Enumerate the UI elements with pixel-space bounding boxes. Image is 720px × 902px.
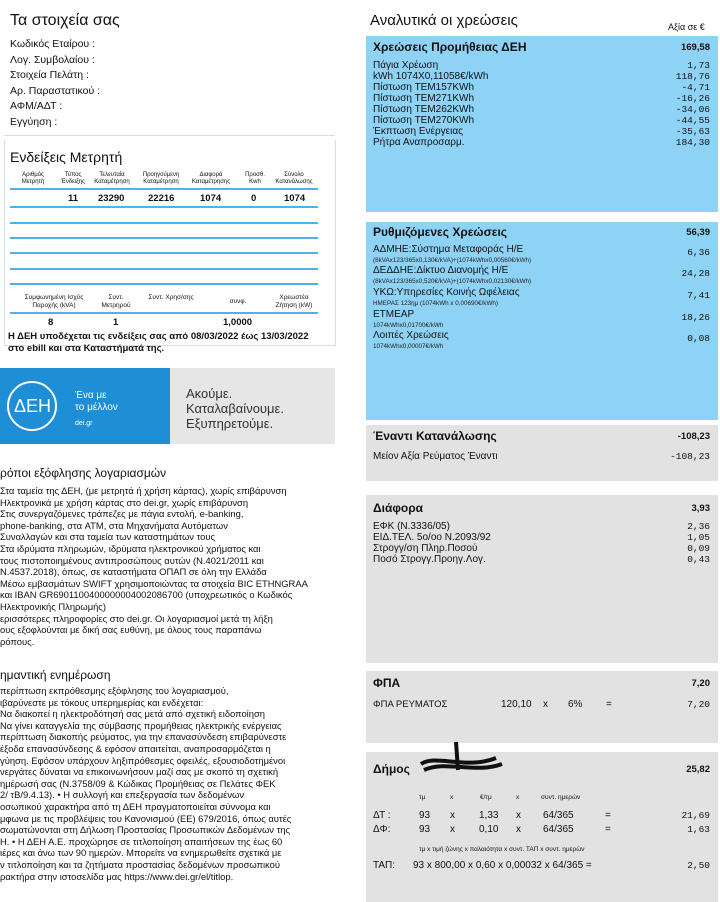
supply-item-label: Πίστωση ΤΕΜ262KWh [373,104,475,115]
vat-value: 7,20 [687,699,710,710]
slogan-1: Ακούμε. [186,386,233,401]
payment-line: ους εξοφλούνται με δική σας ευθύνη, με όλους τους παραπάνω [0,624,262,636]
mun-price: 0,10 [479,824,499,835]
meter-title: Ενδείξεις Μετρητή [10,149,123,165]
notice-line: νεργάτες δύναται να επικοινωνήσουν μαζί σας με σκοπό τη σχετική [0,766,279,778]
meter-prev: 22216 [148,193,175,204]
supply-item-label: Πίστωση ΤΕΜ271KWh [373,93,475,104]
mun-price: 1,33 [479,810,499,821]
payment-line: Συναλλαγών και στα ταμεία των καταστημάτων τους [0,531,216,543]
payment-line: Στα ταμεία της ΔΕΗ, (με μετρητά ή χρήση κάρτας), χωρίς επιβάρυνση [0,485,287,496]
notice-line: ιέρες και άνω των 90 ημερών. Μπορείτε να ενημερωθείτε σχετικά με [0,847,282,859]
supply-item-label: kWh 1074X0,11058€/kWh [373,71,489,82]
customer-details-title: Τα στοιχεία σας [10,12,120,29]
vat-total: 7,20 [691,678,710,689]
regulated-item-sub: 1074kWhx0,00007€/kWh [373,343,444,350]
meter-bottom-header: Συμφωνημένη Ισχύς Παροχής (kVA) [24,294,84,309]
table-line [10,188,318,190]
counter-title: Έναντι Κατανάλωσης [373,429,497,443]
svg-text:ΔΕΗ: ΔΕΗ [14,396,52,416]
supply-total: 169,58 [680,42,710,53]
power-factor: 1,0000 [223,317,253,328]
mun-x: x [516,824,521,835]
supply-charges-panel [366,36,718,212]
payment-line: ρόπους. [0,635,35,647]
counter-total: -108,23 [677,431,710,442]
supply-item-value: 184,30 [675,137,710,148]
misc-item-label: Στρογγ/ση Πληρ.Ποσού [373,543,478,554]
contract-power: 8 [48,317,54,328]
misc-item-value: 2,36 [687,521,710,532]
notice-line: γύηση. Εφόσον υπάρχουν ληξιπρόθεσμες οφειλές, εξουσιοδοτημένοι [0,754,286,766]
counter-consumption-panel [366,425,718,481]
vat-label: ΦΠΑ ΡΕΥΜΑΤΟΣ [373,699,448,710]
municipal-total: 25,82 [686,764,710,775]
mun-tm: 93 [419,824,431,835]
meter-note-2: στο ebill και στα Καταστήματά της. [8,343,165,354]
notice-title: ημαντική ενημέρωση [0,668,111,682]
regulated-item-label: ΑΔΜΗΕ:Σύστημα Μεταφοράς Η/Ε [373,244,524,255]
meter-col-header: Διαφορά Καταμέτρησης [191,172,231,185]
notice-line: Να διακοπεί η ηλεκτροδότησή σας μετά από σχετική ειδοποίηση [0,708,265,720]
charges-title: Αναλυτικά οι χρεώσεις [370,12,518,29]
mun-days: 64/365 [543,810,574,821]
meter-diff: 1074 [200,193,222,204]
regulated-item-sub: (8kVAx123/365x0,520€/kVA)+(1074kWhx0,02130€/kWh) [373,278,532,285]
notice-line: ρακτήρα στην ιστοσελίδα μας https://www.dei.gr/el/titlop. [0,870,234,882]
mun-value: 21,69 [681,810,710,821]
divider [4,135,335,136]
mun-value: 1,63 [687,824,710,835]
notice-line: σωματώνονται στη Δήλωση Προστασίας Προσωπικών Δεδομένων της [0,824,291,836]
vat-eq: = [606,699,612,710]
supply-item-value: -44,55 [675,115,710,126]
regulated-item-label: ΔΕΔΔΗΕ:Δίκτυο Διανομής Η/Ε [373,265,509,276]
misc-total: 3,93 [691,503,710,514]
mun-x: x [450,824,455,835]
notice-line: ημέρωσή σας (Ν.3758/09 & Κώδικας Προμήθειας σε Πελάτες ΦΕΚ [0,777,276,789]
mun-row-label: ΔΦ: [373,824,391,835]
notice-line: μφωνα με τις προβλέψεις του Κανονισμού (ΕΕ) 679/2016, όπως αυτές [0,812,292,824]
misc-item-label: ΕΙΔ.ΤΕΛ. 5ο/οο Ν.2093/92 [373,532,491,543]
banner-logo-area [0,368,170,444]
regulated-item-value: 18,26 [681,312,710,323]
mun-head: συντ. ημερών [541,794,581,801]
payment-line: ερισσότερες πληροφορίες στο dei.gr. Οι λογαριασμοί μετά τη λήξη [0,612,273,624]
meter-col-header: Τύπος Ένδειξης [61,172,85,185]
customer-fields [10,37,100,130]
regulated-item-sub: (8kVAx123/365x0,130€/kVA)+(1074kWhx0,00560€/kWh) [373,257,532,264]
meter-last: 23290 [98,193,125,204]
field-vat-id: ΑΦΜ/ΑΔΤ : [10,100,63,112]
meter-bottom-header: Συντ. Χρησ/σης [148,294,194,301]
regulated-item-sub: 1074kWhx0,01700€/kWh [373,322,444,329]
payment-line: Μέσω εμβασμάτων SWIFT χρησιμοποιώντας τα στοιχεία BIC ETHNGRAA [0,577,308,589]
notice-line: οσωπικού χαρακτήρα από τη ΔΕΗ πραγματοποιείται σύννομα και [0,800,271,812]
table-line [10,237,318,239]
municipal-panel [366,752,718,902]
mun-x: x [516,810,521,821]
payment-line: Στα ιδρύματα πληρωμών, ιδρύματα ηλεκτρονικού χρήματος και [0,542,261,554]
payment-title: ρόποι εξόφλησης λογαριασμών [0,466,167,480]
tagline-1: Ένα με [75,390,107,401]
tagline-2: το μέλλον [75,402,118,413]
mun-head: €/τμ [480,794,492,801]
regulated-item-sub: ΗΜΕΡΑΣ 123ημ (1074kWh x 0,00690€/kWh) [373,300,499,307]
dei-banner [0,368,335,444]
banner-slogan-area [170,368,335,444]
supply-item-value: 118,76 [675,71,710,82]
meter-bottom-header: Χρεωστέα Ζήτηση (kW) [275,294,313,309]
table-line [10,222,318,224]
tap-label: ΤΑΠ: [373,860,396,871]
supply-item-label: Έκπτωση Ενέργειας [373,126,463,137]
value-eur-label: Αξία σε € [668,22,705,32]
regulated-item-label: ΥΚΩ:Υπηρεσίες Κοινής Ωφέλειας [373,287,520,298]
payment-line: phone-banking, στα ATM, στα Μηχανήματα Αυτόματων [0,519,228,531]
meter-col-header: Τελευταία Καταμέτρηση [94,172,130,185]
mun-x: x [450,810,455,821]
counter-item-label: Μείον Αξία Ρεύματος Έναντι [373,451,498,462]
mun-row-label: ΔΤ : [373,810,391,821]
meter-bottom-header: Συντ. Μετρηρού [101,294,131,309]
payment-line: Ηλεκτρονικά με χρήση κάρτας στο dei.gr, χωρίς επιβάρυνση [0,496,249,508]
mun-head: x [516,794,520,801]
supply-item-label: Πάγια Χρέωση [373,60,439,71]
table-line [10,312,318,314]
table-line [10,206,318,208]
supply-item-value: -35,63 [675,126,710,137]
regulated-item-value: 24,28 [681,268,710,279]
meter-col-header: Αριθμός Μετρητή [21,172,45,185]
regulated-item-value: 6,36 [687,247,710,258]
regulated-item-label: ΕΤΜΕΑΡ [373,309,415,320]
redaction-scribble [416,740,506,780]
misc-title: Διάφορα [373,501,424,515]
regulated-total: 56,39 [686,227,710,238]
notice-line: ιβαρύνεστε με τόκους υπερημερίας και ενδέχεται: [0,696,204,708]
slogan-2: Καταλαβαίνουμε. [186,401,284,416]
payment-line: Ν.4537.2018), όπως, σε καταστήματα ΟΠΑΠ σε όλη την Ελλάδα [0,566,267,578]
notice-list [0,685,335,882]
regulated-item-value: 7,41 [687,290,710,301]
slogan-3: Εξυπηρετούμε. [186,416,274,431]
payment-list [0,485,335,647]
tap-head: τμ x τιμή ζώνης x παλαιότητα x συντ. ΤΑΠ x συντ. ημερών [419,846,585,853]
mun-eq: = [605,824,611,835]
misc-item-value: 0,43 [687,554,710,565]
meter-col-header: Σύνολο Κατανάλωσης [275,172,313,185]
field-contract: Λογ. Συμβολαίου : [10,53,95,66]
field-customer: Στοιχεία Πελάτη : [10,69,89,81]
meter-note-1: Η ΔΕΗ υποδέχεται τις ενδείξεις σας από 08/03/2022 έως 13/03/2022 [8,331,309,342]
meter-extra: 0 [251,193,257,204]
supply-title: Χρεώσεις Προμήθειας ΔΕΗ [373,40,527,54]
table-line [10,252,318,254]
meter-col-header: Προσθ. Kwh [245,172,265,185]
tap-value: 2,50 [687,860,710,871]
misc-item-label: Ποσό Στρογγ.Προηγ.Λογ. [373,554,486,565]
banner-site: dei.gr [75,420,93,427]
municipal-title: Δήμος [373,762,410,776]
vat-rate: 6% [568,699,583,710]
regulated-charges-panel [366,222,718,420]
supply-item-value: -16,26 [675,93,710,104]
notice-line: Να γίνει καταγγελία της σύμβασης προμήθειας ηλεκτρικής ενέργειας [0,719,282,731]
dei-logo-icon [2,376,72,436]
mun-days: 64/365 [543,824,574,835]
misc-item-label: ΕΦΚ (Ν.3336/05) [373,521,450,532]
supply-item-label: Ρήτρα Αναπροσαρμ. [373,137,465,148]
table-line [10,268,318,270]
regulated-item-value: 0,08 [687,333,710,344]
vat-panel [366,671,718,743]
payment-line: Ηλεκτρονικής Πληρωμής) [0,600,106,612]
notice-line: έξοδα επανασύνδεσης & εφόσον απαιτείται, αναπροσαρμόζεται η [0,742,271,754]
meter-total: 1074 [284,193,306,204]
mun-eq: = [605,810,611,821]
vat-base: 120,10 [501,699,532,710]
misc-charges-panel [366,495,718,663]
supply-item-value: -4,71 [681,82,710,93]
field-document-no: Αρ. Παραστατικού : [10,84,101,97]
payment-line: Στις συνεργαζόμενες τράπεζες με πάγια εντολή, e-banking, [0,508,244,520]
misc-item-value: 1,05 [687,532,710,543]
misc-item-value: 0,09 [687,543,710,554]
table-line [10,283,318,285]
meter-coef: 1 [113,317,119,328]
vat-x: x [543,699,548,710]
mun-head: x [450,794,454,801]
field-guarantee: Εγγύηση : [10,115,58,128]
supply-item-label: Πίστωση ΤΕΜ157KWh [373,82,475,93]
supply-item-label: Πίστωση ΤΕΜ270KWh [373,115,475,126]
field-partner-code: Κωδικός Εταίρου : [10,38,95,50]
meter-col-header: Προηγούμενη Καταμέτρηση [142,172,180,185]
notice-line: ν τιτλοποίηση και τα ζητήματα προστασίας δεδομένων προσωπικού [0,858,281,870]
regulated-title: Ρυθμιζόμενες Χρεώσεις [373,225,508,239]
mun-head: τμ [419,794,426,801]
notice-line: περίπτωση διακοπής ρεύματος, για την επανασύνδεση επιβαρύνεστε [0,731,287,743]
payment-line: και IBAN GR6901100400000004002086700 (υποχρεωτικός ο Κωδικός [0,589,293,601]
supply-item-value: 1,73 [687,60,710,71]
meter-bottom-header: συνφ. [229,298,247,305]
regulated-item-label: Λοιπές Χρεώσεις [373,330,449,341]
mun-tm: 93 [419,810,431,821]
notice-line: περίπτωση εκπρόθεσμης εξόφλησης του λογαριασμού, [0,685,229,696]
supply-item-value: -34,06 [675,104,710,115]
payment-line: τους πιστοποιημένους αντιπροσώπους αυτών (Ν.4021/2011 και [0,554,264,566]
meter-readings-box [4,140,336,346]
vat-title: ΦΠΑ [373,676,401,690]
meter-type: 11 [68,193,79,204]
notice-line: Η. • Η ΔΕΗ Α.Ε. προχώρησε σε τιτλοποίηση απαιτήσεων της έως 60 [0,835,283,847]
counter-item-value: -108,23 [670,451,710,462]
tap-expr: 93 x 800,00 x 0,60 x 0,00032 x 64/365 = [413,860,592,871]
notice-line: 2/ τΒ/9.4.13). • Η συλλογή και επεξεργασία των δεδομένων [0,789,245,801]
